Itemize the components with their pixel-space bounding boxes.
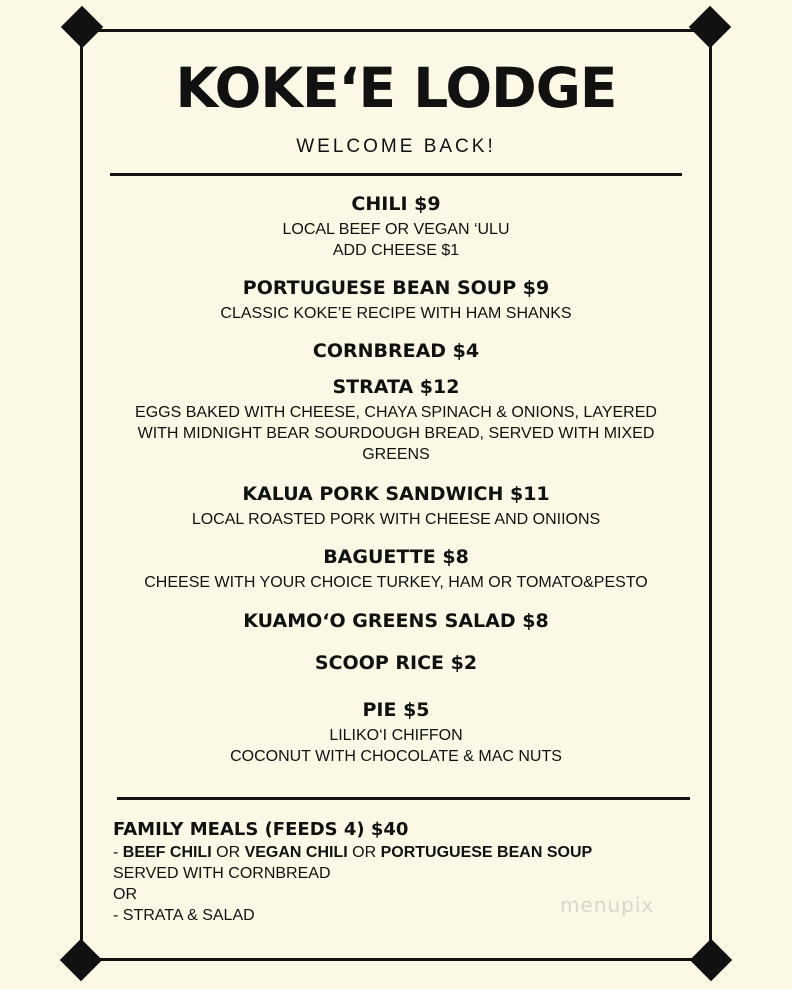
menu-item-strata-name: STRATA $12: [332, 376, 460, 398]
desc-line: CLASSIC KOKE’E RECIPE WITH HAM SHANKS: [220, 305, 572, 322]
welcome-subtitle: WELCOME BACK!: [296, 136, 496, 157]
option-portuguese-bean-soup: PORTUGUESE BEAN SOUP: [380, 844, 593, 861]
family-meals-option-line: [113, 842, 673, 863]
option-vegan-chili: VEGAN CHILI: [244, 844, 348, 861]
family-meals-or: OR: [113, 886, 137, 903]
family-meals-strata-option: - STRATA & SALAD: [113, 907, 255, 924]
menu-item-cornbread-name: CORNBREAD $4: [312, 340, 480, 362]
menu-item-pie-name: PIE $5: [362, 699, 430, 721]
divider-bottom: [117, 797, 690, 800]
menu-item-scoop-rice-name: SCOOP RICE $2: [314, 652, 478, 674]
menu-item-portuguese-bean-soup-name: PORTUGUESE BEAN SOUP $9: [242, 277, 550, 299]
or-text: OR: [211, 844, 245, 861]
menu-item-chili-name: CHILI $9: [351, 193, 441, 215]
menu-item-chili-desc: [100, 219, 692, 261]
menupix-watermark: menupix: [560, 893, 655, 917]
option-beef-chili: BEEF CHILI: [122, 844, 212, 861]
desc-line: LILIKO‘I CHIFFON: [329, 727, 463, 744]
desc-line: COCONUT WITH CHOCOLATE & MAC NUTS: [230, 748, 562, 765]
desc-line: EGGS BAKED WITH CHEESE, CHAYA SPINACH & ONIONS, LAYERED: [135, 404, 657, 421]
menu-item-kuamoo-greens-salad-name: KUAMO‘O GREENS SALAD $8: [243, 610, 549, 632]
desc-line: LOCAL ROASTED PORK WITH CHEESE AND ONIIONS: [191, 511, 601, 528]
family-meals-title: FAMILY MEALS (FEEDS 4) $40: [113, 819, 409, 840]
desc-line: WITH MIDNIGHT BEAR SOURDOUGH BREAD, SERVED WITH MIXED: [137, 425, 655, 442]
menu-item-kalua-pork-sandwich-desc: [100, 509, 692, 530]
menu-item-pie-desc: [100, 725, 692, 767]
menu-item-kalua-pork-sandwich-name: KALUA PORK SANDWICH $11: [242, 483, 550, 505]
or-text: OR: [347, 844, 381, 861]
page-title: KOKE‘E LODGE: [175, 56, 617, 120]
desc-line: ADD CHEESE $1: [332, 242, 460, 259]
divider-top: [110, 173, 682, 176]
bullet-prefix: -: [113, 844, 123, 861]
desc-line: CHEESE WITH YOUR CHOICE TURKEY, HAM OR TOMATO&PESTO: [144, 574, 648, 591]
family-meals-served-with: SERVED WITH CORNBREAD: [113, 865, 331, 882]
desc-line: LOCAL BEEF OR VEGAN ‘ULU: [282, 221, 510, 238]
menu-item-baguette-name: BAGUETTE $8: [323, 546, 469, 568]
desc-line: GREENS: [362, 446, 430, 463]
menu-item-portuguese-bean-soup-desc: [100, 303, 692, 324]
menu-item-strata-desc: [100, 402, 692, 465]
menu-item-baguette-desc: [100, 572, 692, 593]
